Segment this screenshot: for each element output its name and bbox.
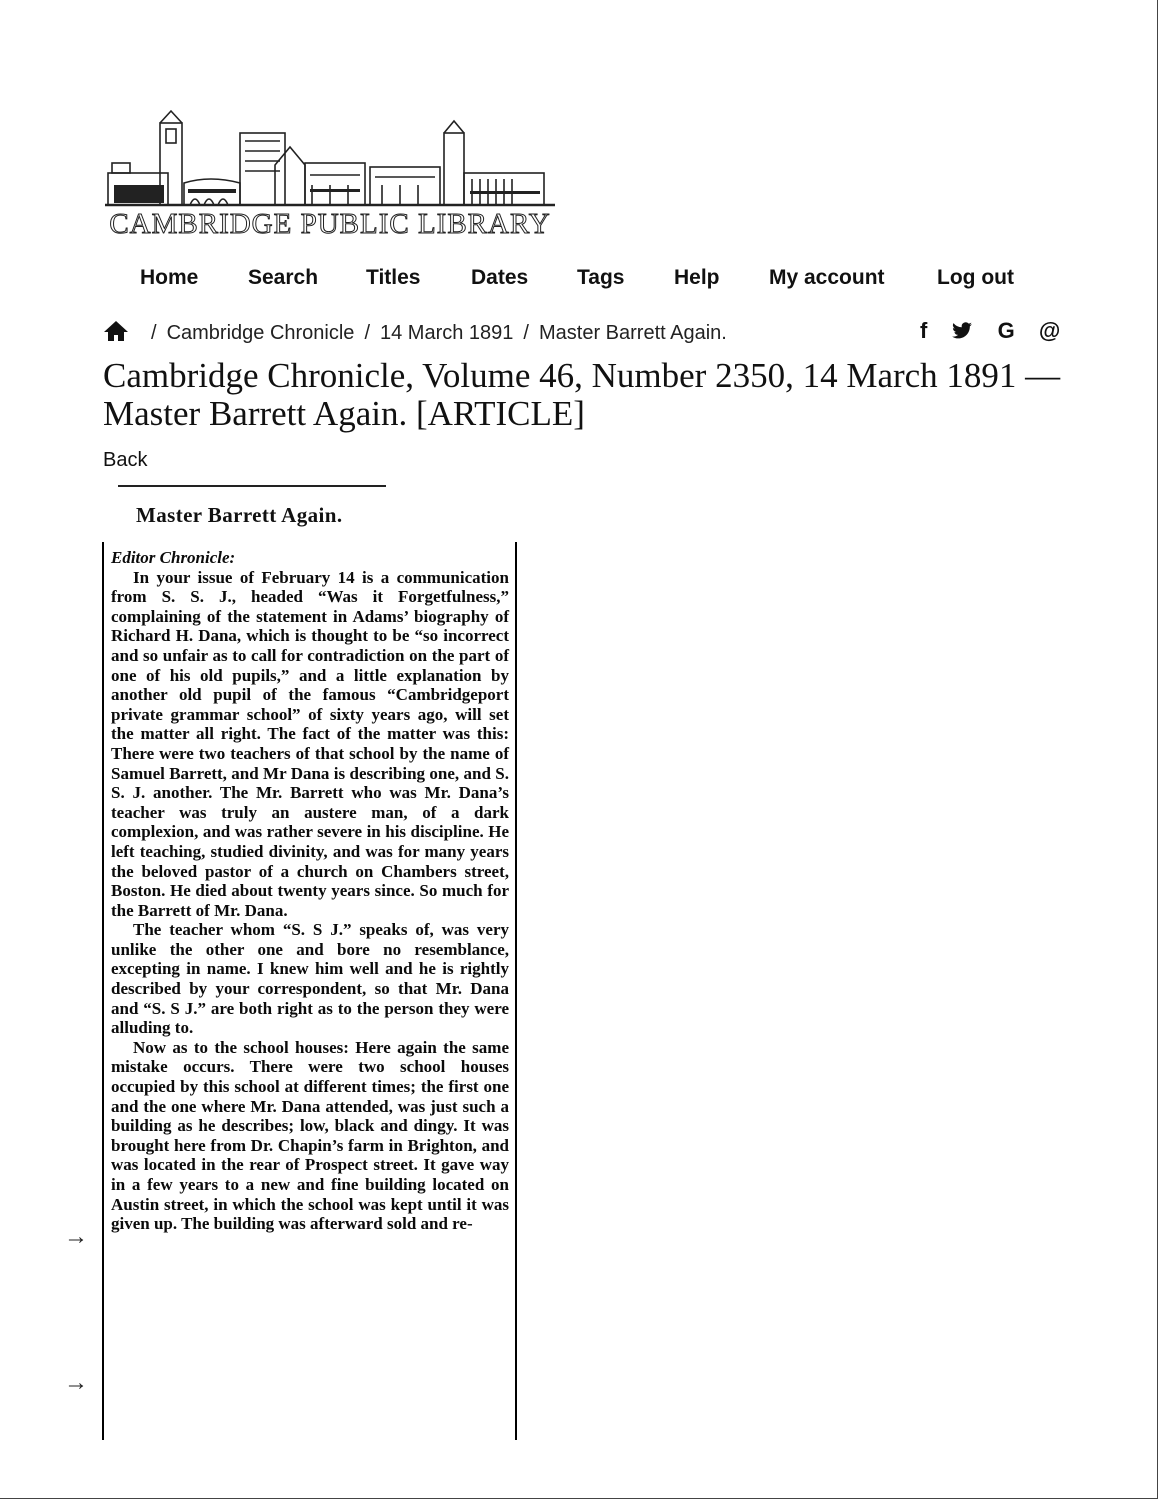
column-rule-left <box>102 542 104 1440</box>
nav-search[interactable]: Search <box>248 266 319 289</box>
nav-tags[interactable]: Tags <box>577 266 625 289</box>
breadcrumb <box>103 320 727 345</box>
facebook-icon[interactable]: f <box>920 318 928 343</box>
breadcrumb-article: Master Barrett Again. <box>538 322 727 344</box>
google-icon[interactable]: G <box>997 318 1015 343</box>
nav-my-account[interactable]: My account <box>769 266 885 289</box>
nav-help[interactable]: Help <box>674 266 720 289</box>
breadcrumb-publication[interactable]: Cambridge Chronicle <box>166 322 355 344</box>
nav-dates[interactable]: Dates <box>471 266 529 289</box>
article-heading: Master Barrett Again. <box>136 503 343 527</box>
library-name: CAMBRIDGE PUBLIC LIBRARY <box>109 208 551 240</box>
nav-home[interactable]: Home <box>140 266 199 289</box>
clipping-top-rule <box>118 485 386 487</box>
page-title: Cambridge Chronicle, Volume 46, Number 2350, 14 March 1891 — Master Barrett Again. [ARTICLE] <box>103 356 1061 433</box>
nav-log-out[interactable]: Log out <box>937 266 1014 289</box>
margin-arrow-icon: → <box>64 1369 88 1396</box>
breadcrumb-separator: / <box>364 322 370 344</box>
home-icon[interactable] <box>103 320 129 342</box>
twitter-icon[interactable] <box>951 322 973 340</box>
back-link[interactable]: Back <box>103 449 148 471</box>
email-icon[interactable]: @ <box>1038 318 1061 343</box>
library-logo[interactable] <box>100 105 560 255</box>
column-rule-right <box>515 542 517 1440</box>
article-paragraph: Now as to the school houses: Here again the same mistake occurs. There were two school houses occupied by this school at different times; the first one and the one where Mr. Dana attended, was just such a building as he describes; low, black and dingy. It was brought here from Dr. Chapin’s farm in Brighton, and was located in the rear of Prospect street. It gave way in a few years to a new and fine building located on Austin street, in which the school was kept until it was given up. The building was afterward sold and re- <box>111 1037 509 1234</box>
breadcrumb-separator: / <box>523 322 529 344</box>
article-salutation: Editor Chronicle: <box>111 548 236 567</box>
article-column <box>111 548 509 1234</box>
breadcrumb-separator: / <box>151 322 157 344</box>
article-paragraph: In your issue of February 14 is a communication from S. S. J., headed “Was it Forgetfulness,” complaining of the statement in Adams’ biography of Richard H. Dana, which is thought to be “so incorrect and so unfair as to call for contradiction on the part of one of his old pupils,” and a little explanation by another old pupil of the famous “Cambridgeport private grammar school” of sixty years ago, will set the matter all right. The fact of the matter was this: There were two teachers of that school by the name of Samuel Barrett, and Mr Dana is describing one, and S. S. J. another. The Mr. Barrett who was Mr. Dana’s teacher was truly an austere man, of a dark complexion, and was rather severe in his discipline. He left teaching, studied divinity, and was for many years the beloved pastor of a church on Chambers street, Boston. He died about twenty years since. So much for the Barrett of Mr. Dana. <box>111 567 509 920</box>
breadcrumb-date[interactable]: 14 March 1891 <box>380 322 514 344</box>
article-paragraph: The teacher whom “S. S J.” speaks of, was very unlike the other one and bore no resemblance, excepting in name. I knew him well and he is rightly described by your correspondent, so that Mr. Dana and “S. S J.” are both right as to the person they were alluding to. <box>111 920 509 1038</box>
share-links <box>920 318 1078 344</box>
margin-arrow-icon: → <box>64 1223 88 1250</box>
nav-titles[interactable]: Titles <box>366 266 421 289</box>
